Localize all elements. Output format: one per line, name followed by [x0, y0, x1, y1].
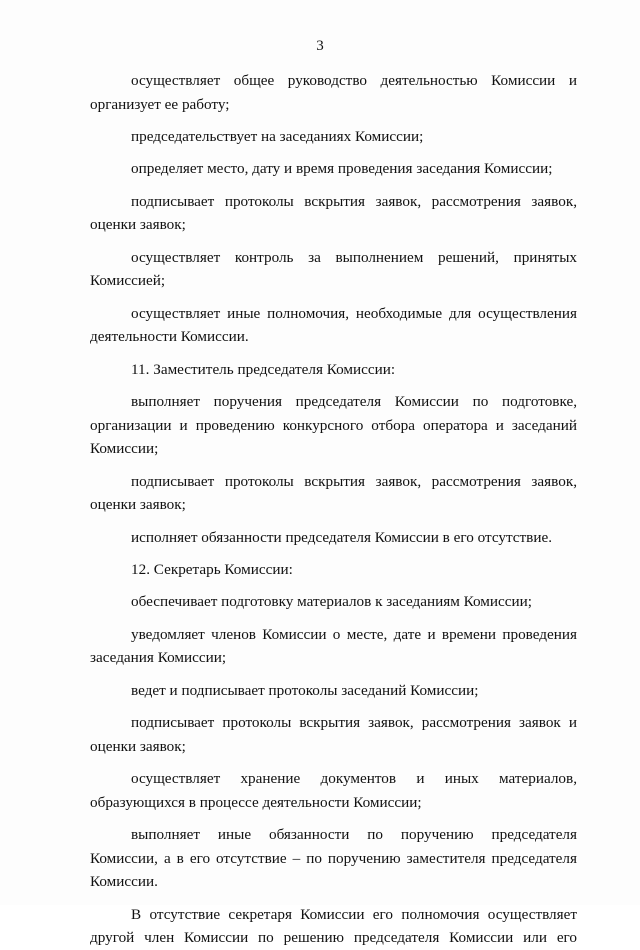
document-body [90, 69, 577, 950]
paragraph: осуществляет контроль за выполнением решений, принятых Комиссией; [90, 248, 577, 290]
paragraph: исполняет обязанности председателя Комиссии в его отсутствие. [131, 528, 553, 546]
paragraph: осуществляет иные полномочия, необходимые для осуществления деятельности Комиссии. [90, 304, 577, 346]
paragraph: определяет место, дату и время проведения заседания Комиссии; [131, 160, 553, 178]
paragraph: В отсутствие секретаря Комиссии его полномочия осуществляет другой член Комиссии по решению председателя Комиссии или его [90, 905, 577, 947]
paragraph: председательствует на заседаниях Комиссии; [131, 127, 424, 145]
paragraph: подписывает протоколы вскрытия заявок, рассмотрения заявок, оценки заявок; [90, 192, 577, 234]
paragraph: выполняет поручения председателя Комиссии по подготовке, организации и проведению конкурсного отбора оператора и заседаний Комиссии; [90, 393, 577, 458]
paragraph: обеспечивает подготовку материалов к заседаниям Комиссии; [131, 593, 532, 611]
paragraph: подписывает протоколы вскрытия заявок, рассмотрения заявок, оценки заявок; [90, 472, 577, 514]
paragraph: ведет и подписывает протоколы заседаний Комиссии; [131, 681, 479, 699]
paragraph: уведомляет членов Комиссии о месте, дате и времени проведения заседания Комиссии; [90, 625, 577, 667]
paragraph: осуществляет общее руководство деятельностью Комиссии и организует ее работу; [90, 72, 577, 113]
paragraph: выполняет иные обязанности по поручению председателя Комиссии, а в его отсутствие – по поручению заместителя председателя Комиссии. [90, 826, 577, 891]
paragraph: осуществляет хранение документов и иных материалов, образующихся в процессе деятельности Комиссии; [90, 770, 577, 811]
section-heading: 12. Секретарь Комиссии: [131, 561, 293, 579]
paragraph: подписывает протоколы вскрытия заявок, рассмотрения заявок и оценки заявок; [90, 714, 577, 755]
section-heading: 11. Заместитель председателя Комиссии: [131, 360, 396, 378]
page-number: 3 [316, 38, 324, 54]
